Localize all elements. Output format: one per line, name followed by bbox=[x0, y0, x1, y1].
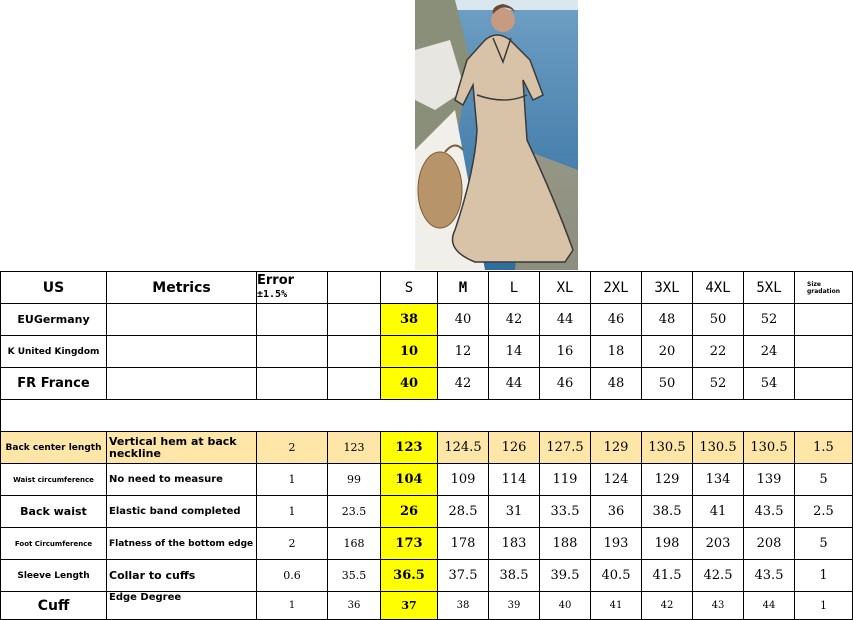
measure-method: Vertical hem at back neckline bbox=[107, 432, 257, 464]
measure-value: 198 bbox=[642, 528, 693, 560]
product-photo bbox=[415, 0, 578, 270]
region-value: 52 bbox=[744, 304, 795, 336]
measure-label: Foot Circumference bbox=[1, 528, 107, 560]
measure-label: Waist circumference bbox=[1, 464, 107, 496]
measure-value: 42.5 bbox=[693, 560, 744, 592]
region-value: 24 bbox=[744, 336, 795, 368]
measure-value: 40.5 bbox=[591, 560, 642, 592]
measure-base: 99 bbox=[328, 464, 381, 496]
spacer-cell bbox=[1, 400, 853, 432]
measure-value: 129 bbox=[591, 432, 642, 464]
measure-method: Elastic band completed bbox=[107, 496, 257, 528]
measure-value: 127.5 bbox=[540, 432, 591, 464]
region-row bbox=[1, 304, 853, 336]
region-value: 48 bbox=[642, 304, 693, 336]
region-value: 42 bbox=[489, 304, 540, 336]
measure-value: 39.5 bbox=[540, 560, 591, 592]
measure-value: 43.5 bbox=[744, 560, 795, 592]
region-value: 40 bbox=[381, 368, 438, 400]
size-header: L bbox=[489, 272, 540, 304]
measure-grade: 1 bbox=[795, 592, 853, 620]
measure-value: 41 bbox=[591, 592, 642, 620]
measure-base: 36 bbox=[328, 592, 381, 620]
metrics-header: Metrics bbox=[107, 272, 257, 304]
measure-error: 1 bbox=[257, 592, 328, 620]
size-header: 4XL bbox=[693, 272, 744, 304]
region-value: 16 bbox=[540, 336, 591, 368]
region-value: 46 bbox=[540, 368, 591, 400]
measure-value: 193 bbox=[591, 528, 642, 560]
measure-value: 40 bbox=[540, 592, 591, 620]
region-value: 48 bbox=[591, 368, 642, 400]
measure-row bbox=[1, 496, 853, 528]
size-header: 3XL bbox=[642, 272, 693, 304]
measure-value: 37.5 bbox=[438, 560, 489, 592]
measure-value: 208 bbox=[744, 528, 795, 560]
measure-value: 33.5 bbox=[540, 496, 591, 528]
measure-grade: 1.5 bbox=[795, 432, 853, 464]
measure-value: 42 bbox=[642, 592, 693, 620]
size-header: 5XL bbox=[744, 272, 795, 304]
measure-base: 23.5 bbox=[328, 496, 381, 528]
measure-row bbox=[1, 560, 853, 592]
size-header: S bbox=[381, 272, 438, 304]
measure-grade: 5 bbox=[795, 464, 853, 496]
region-row bbox=[1, 368, 853, 400]
measure-method: Flatness of the bottom edge bbox=[107, 528, 257, 560]
region-row bbox=[1, 336, 853, 368]
measure-grade: 1 bbox=[795, 560, 853, 592]
measure-value: 173 bbox=[381, 528, 438, 560]
measure-method: Edge Degree bbox=[107, 592, 257, 620]
region-value: 50 bbox=[693, 304, 744, 336]
measure-value: 188 bbox=[540, 528, 591, 560]
measure-value: 38.5 bbox=[642, 496, 693, 528]
region-label: K United Kingdom bbox=[1, 336, 107, 368]
measure-row bbox=[1, 592, 853, 620]
empty-cell bbox=[795, 368, 853, 400]
region-value: 12 bbox=[438, 336, 489, 368]
measure-value: 104 bbox=[381, 464, 438, 496]
measure-value: 26 bbox=[381, 496, 438, 528]
region-value: 40 bbox=[438, 304, 489, 336]
size-header: XL bbox=[540, 272, 591, 304]
measure-label: Cuff bbox=[1, 592, 107, 620]
measure-value: 41.5 bbox=[642, 560, 693, 592]
measure-value: 114 bbox=[489, 464, 540, 496]
measure-base: 35.5 bbox=[328, 560, 381, 592]
measure-value: 36 bbox=[591, 496, 642, 528]
measure-error: 2 bbox=[257, 432, 328, 464]
measure-error: 1 bbox=[257, 464, 328, 496]
measure-label: Back center length bbox=[1, 432, 107, 464]
measure-value: 124 bbox=[591, 464, 642, 496]
measure-value: 119 bbox=[540, 464, 591, 496]
measure-value: 178 bbox=[438, 528, 489, 560]
region-label: FR France bbox=[1, 368, 107, 400]
size-gradation-header: Size gradation bbox=[795, 272, 853, 304]
empty-cell bbox=[257, 336, 328, 368]
measure-value: 123 bbox=[381, 432, 438, 464]
base-header bbox=[328, 272, 381, 304]
region-value: 50 bbox=[642, 368, 693, 400]
measure-value: 38.5 bbox=[489, 560, 540, 592]
region-value: 10 bbox=[381, 336, 438, 368]
error-header bbox=[257, 272, 328, 304]
measure-value: 129 bbox=[642, 464, 693, 496]
measure-value: 183 bbox=[489, 528, 540, 560]
measure-value: 28.5 bbox=[438, 496, 489, 528]
measure-error: 2 bbox=[257, 528, 328, 560]
empty-cell bbox=[257, 368, 328, 400]
measure-value: 124.5 bbox=[438, 432, 489, 464]
measure-base: 123 bbox=[328, 432, 381, 464]
measure-method: No need to measure bbox=[107, 464, 257, 496]
measure-value: 43.5 bbox=[744, 496, 795, 528]
error-title: Error bbox=[257, 273, 295, 288]
measure-row bbox=[1, 528, 853, 560]
measure-value: 109 bbox=[438, 464, 489, 496]
measure-row bbox=[1, 464, 853, 496]
region-value: 38 bbox=[381, 304, 438, 336]
region-value: 42 bbox=[438, 368, 489, 400]
us-header: US bbox=[1, 272, 107, 304]
region-value: 20 bbox=[642, 336, 693, 368]
measure-grade: 2.5 bbox=[795, 496, 853, 528]
region-value: 54 bbox=[744, 368, 795, 400]
measure-grade: 5 bbox=[795, 528, 853, 560]
measure-error: 0.6 bbox=[257, 560, 328, 592]
region-value: 44 bbox=[489, 368, 540, 400]
measure-error: 1 bbox=[257, 496, 328, 528]
size-header: 2XL bbox=[591, 272, 642, 304]
spacer-row bbox=[1, 400, 853, 432]
region-value: 44 bbox=[540, 304, 591, 336]
empty-cell bbox=[328, 368, 381, 400]
measure-value: 130.5 bbox=[744, 432, 795, 464]
region-value: 14 bbox=[489, 336, 540, 368]
measure-value: 130.5 bbox=[693, 432, 744, 464]
region-value: 46 bbox=[591, 304, 642, 336]
measure-value: 44 bbox=[744, 592, 795, 620]
measure-value: 31 bbox=[489, 496, 540, 528]
measure-value: 39 bbox=[489, 592, 540, 620]
measure-base: 168 bbox=[328, 528, 381, 560]
measure-value: 203 bbox=[693, 528, 744, 560]
empty-cell bbox=[795, 304, 853, 336]
empty-cell bbox=[107, 336, 257, 368]
empty-cell bbox=[328, 304, 381, 336]
measure-value: 43 bbox=[693, 592, 744, 620]
empty-cell bbox=[795, 336, 853, 368]
model-photo-icon bbox=[415, 0, 578, 270]
measure-method: Collar to cuffs bbox=[107, 560, 257, 592]
region-value: 52 bbox=[693, 368, 744, 400]
size-chart-table bbox=[0, 271, 853, 620]
measure-value: 36.5 bbox=[381, 560, 438, 592]
measure-value: 139 bbox=[744, 464, 795, 496]
measure-value: 130.5 bbox=[642, 432, 693, 464]
measure-value: 134 bbox=[693, 464, 744, 496]
measure-value: 37 bbox=[381, 592, 438, 620]
measure-value: 126 bbox=[489, 432, 540, 464]
size-header: M bbox=[438, 272, 489, 304]
error-sub: ±1.5% bbox=[257, 289, 288, 300]
region-label: EUGermany bbox=[1, 304, 107, 336]
measure-value: 41 bbox=[693, 496, 744, 528]
region-value: 18 bbox=[591, 336, 642, 368]
measure-value: 38 bbox=[438, 592, 489, 620]
empty-cell bbox=[328, 336, 381, 368]
empty-cell bbox=[107, 304, 257, 336]
measure-label: Back waist bbox=[1, 496, 107, 528]
header-row bbox=[1, 272, 853, 304]
measure-label: Sleeve Length bbox=[1, 560, 107, 592]
empty-cell bbox=[257, 304, 328, 336]
measure-row bbox=[1, 432, 853, 464]
region-value: 22 bbox=[693, 336, 744, 368]
empty-cell bbox=[107, 368, 257, 400]
